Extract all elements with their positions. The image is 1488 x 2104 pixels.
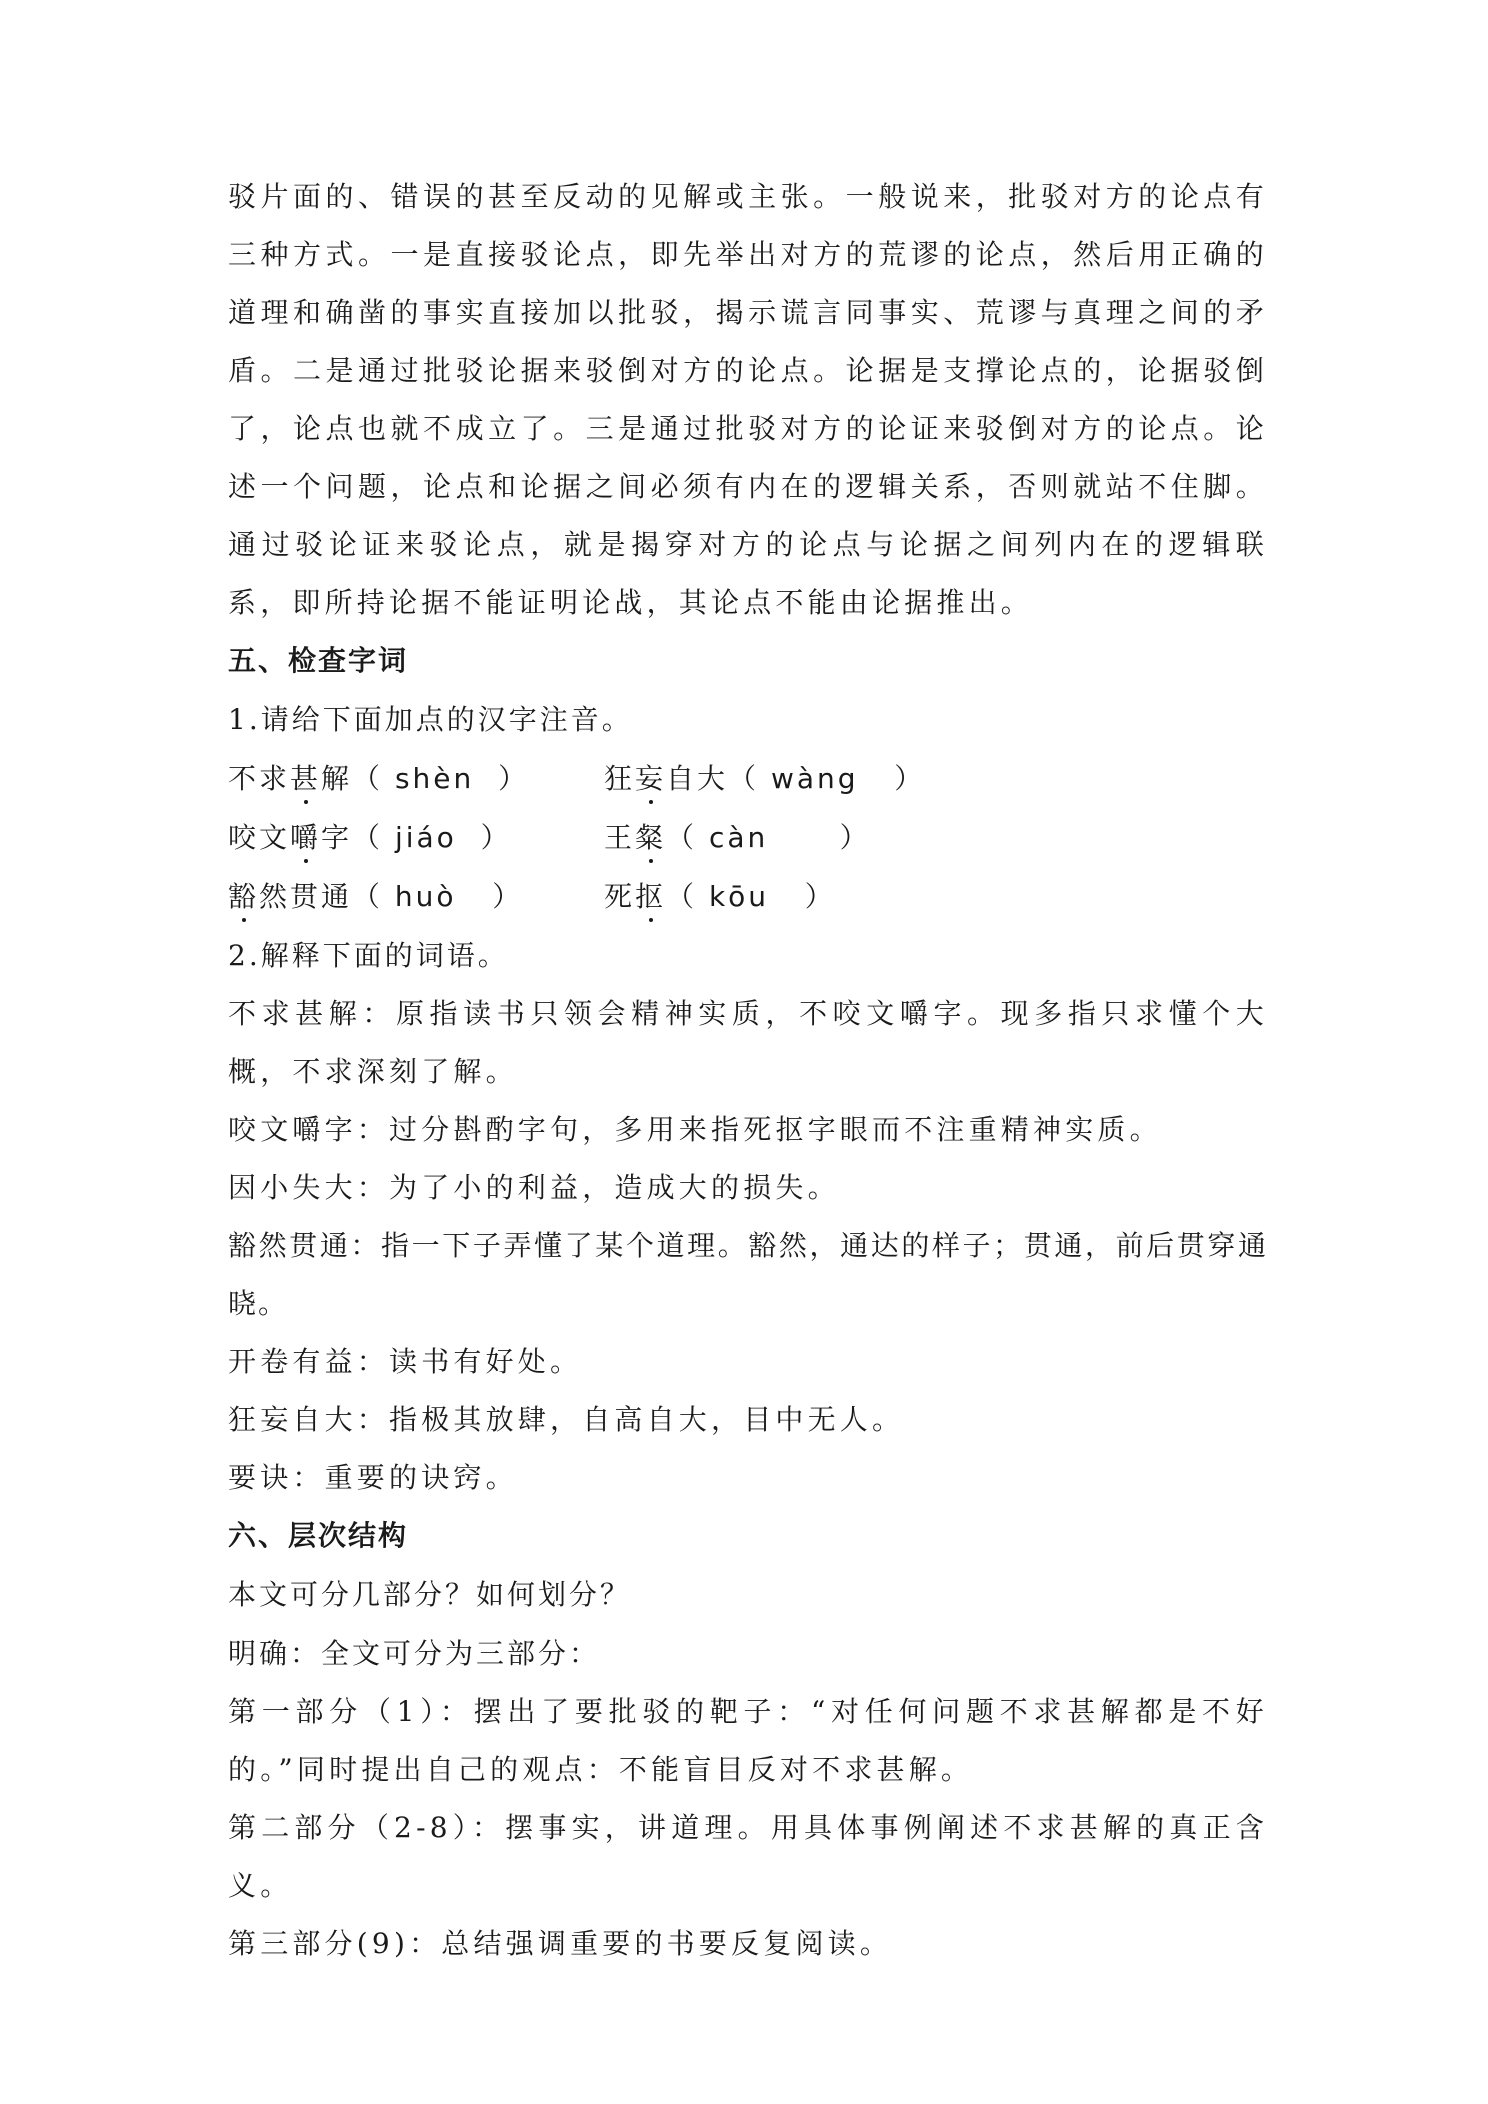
dotted-character: 豁 (228, 867, 259, 926)
definition: 要诀：重要的诀窍。 (228, 1461, 518, 1494)
section5-heading: 五、检查字词 (228, 644, 409, 677)
question-2: 2.解释下面的词语。 (228, 939, 509, 972)
answer-intro: 明确：全文可分为三部分： (228, 1637, 601, 1670)
pinyin-item: 咬文嚼字（ jiáo ） (228, 808, 604, 867)
definition: 咬文嚼字：过分斟酌字句，多用来指死抠字眼而不注重精神实质。 (228, 1113, 1162, 1146)
dotted-character: 抠 (635, 867, 666, 926)
pinyin-answer: wàng (759, 762, 895, 795)
definition: 开卷有益：读书有好处。 (228, 1345, 583, 1378)
definition: 因小失大：为了小的利益，造成大的损失。 (228, 1171, 840, 1204)
dotted-character: 妄 (635, 749, 666, 808)
part-two: 第二部分（2-8）：摆事实，讲道理。用具体事例阐述不求甚解的真正含义。 (228, 1811, 1268, 1902)
definition: 狂妄自大：指极其放肆，自高自大，目中无人。 (228, 1403, 905, 1436)
pinyin-answer: huò (383, 880, 493, 913)
dotted-character: 甚 (290, 749, 321, 808)
pinyin-item: 豁然贯通（ huò ） (228, 867, 604, 926)
definition: 不求甚解：原指读书只领会精神实质，不咬文嚼字。现多指只求懂个大概，不求深刻了解。 (228, 997, 1268, 1088)
part-one: 第一部分（1）：摆出了要批驳的靶子：“对任何问题不求甚解都是不好的。”同时提出自己的观点：不能盲目反对不求甚解。 (228, 1695, 1268, 1786)
dotted-character: 嚼 (290, 808, 321, 867)
question-1: 1.请给下面加点的汉字注音。 (228, 703, 633, 736)
pinyin-answer: shèn (383, 762, 499, 795)
pinyin-item: 王粲（ càn ） (604, 808, 1004, 867)
intro-paragraph: 驳片面的、错误的甚至反动的见解或主张。一般说来，批驳对方的论点有三种方式。一是直接驳论点，即先举出对方的荒谬的论点，然后用正确的道理和确凿的事实直接加以批驳，揭示谎言同事实、荒谬与真理之间的矛盾。二是通过批驳论据来驳倒对方的论点。论据是支撑论点的，论据驳倒了，论点也就不成立了。三是通过批驳对方的论证来驳倒对方的论点。论述一个问题，论点和论据之间必须有内在的逻辑关系，否则就站不住脚。通过驳论证来驳论点，就是揭穿对方的论点与论据之间列内在的逻辑联系，即所持论据不能证明论战，其论点不能由论据推出。 (228, 180, 1268, 619)
document-page (228, 168, 1268, 1973)
definition: 豁然贯通：指一下子弄懂了某个道理。豁然，通达的样子；贯通，前后贯穿通晓。 (228, 1229, 1268, 1320)
pinyin-item: 不求甚解（ shèn ） (228, 749, 604, 808)
dotted-character: 粲 (635, 808, 666, 867)
pinyin-grid (228, 749, 1268, 926)
section6-heading: 六、层次结构 (228, 1519, 409, 1552)
structure-question: 本文可分几部分？如何划分？ (228, 1578, 632, 1611)
pinyin-answer: kōu (697, 880, 805, 913)
pinyin-item: 狂妄自大（ wàng ） (604, 749, 1004, 808)
pinyin-item: 死抠（ kōu ） (604, 867, 1004, 926)
part-three: 第三部分(9)：总结强调重要的书要反复阅读。 (228, 1927, 893, 1960)
pinyin-answer: càn (697, 821, 840, 854)
pinyin-answer: jiáo (383, 821, 481, 854)
